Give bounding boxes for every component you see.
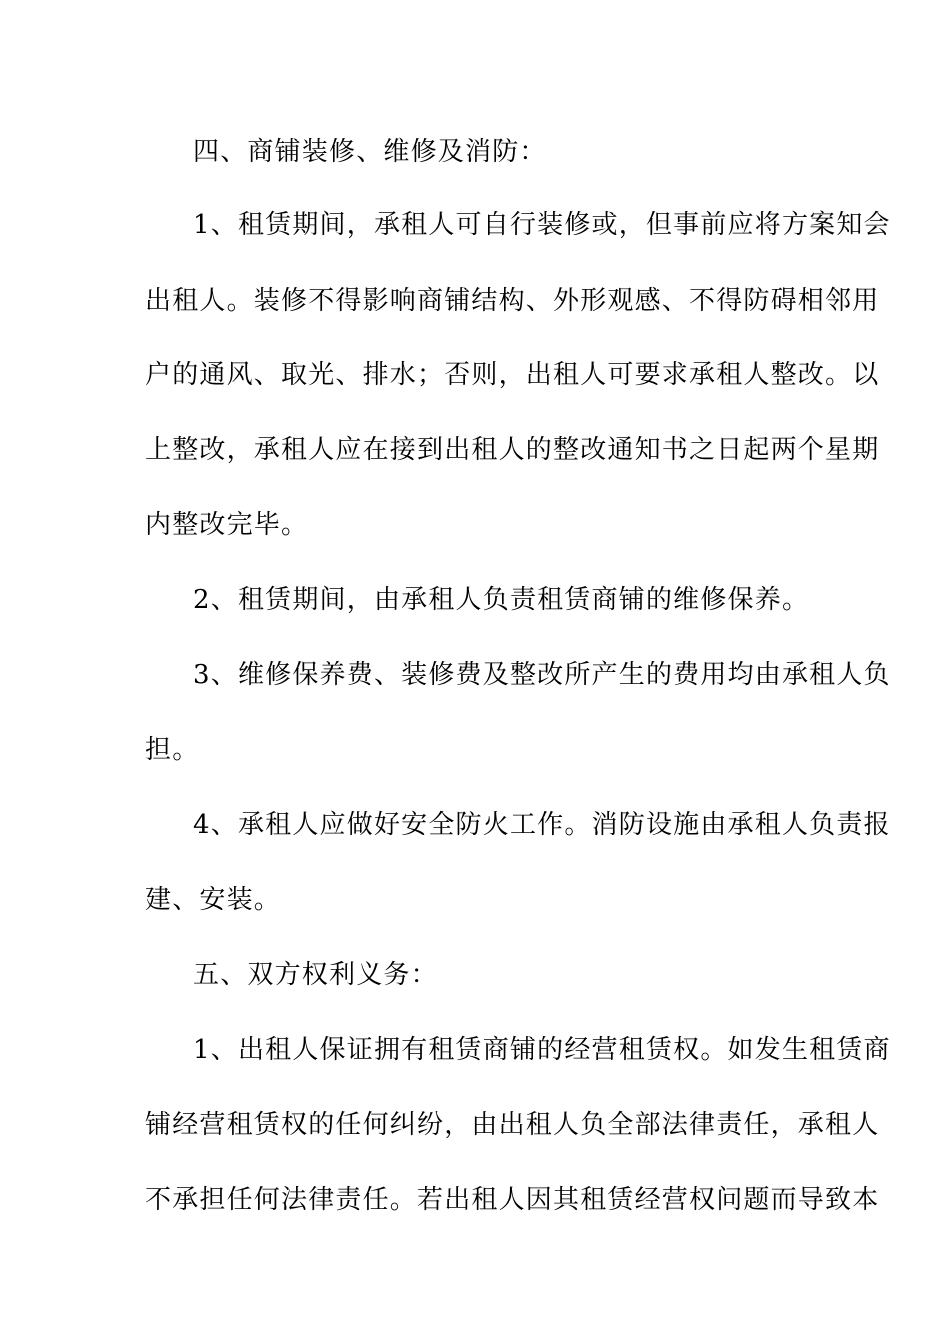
section-heading: 五、双方权利义务： xyxy=(193,960,438,990)
paragraph-line: 铺经营租赁权的任何纠纷，由出租人负全部法律责任，承租人 xyxy=(145,1110,880,1140)
paragraph-line: 建、安装。 xyxy=(145,885,282,915)
paragraph-line: 内整改完毕。 xyxy=(145,510,309,540)
paragraph-line: 4、承租人应做好安全防火工作。消防设施由承租人负责报 xyxy=(193,810,891,840)
paragraph-line: 1、租赁期间，承租人可自行装修或，但事前应将方案知会 xyxy=(193,210,891,240)
section-heading: 四、商铺装修、维修及消防： xyxy=(193,137,547,167)
paragraph-line: 出租人。装修不得影响商铺结构、外形观感、不得防碍相邻用 xyxy=(145,286,880,316)
paragraph-line: 担。 xyxy=(145,735,200,765)
paragraph-line: 户的通风、取光、排水；否则，出租人可要求承租人整改。以 xyxy=(145,360,880,390)
paragraph-line: 2、租赁期间，由承租人负责租赁商铺的维修保养。 xyxy=(193,585,810,615)
paragraph-line: 1、出租人保证拥有租赁商铺的经营租赁权。如发生租赁商 xyxy=(193,1035,891,1065)
paragraph-line: 3、维修保养费、装修费及整改所产生的费用均由承租人负 xyxy=(193,660,891,690)
paragraph-line: 不承担任何法律责任。若出租人因其租赁经营权问题而导致本 xyxy=(145,1185,880,1215)
paragraph-line: 上整改，承租人应在接到出租人的整改通知书之日起两个星期 xyxy=(145,435,880,465)
